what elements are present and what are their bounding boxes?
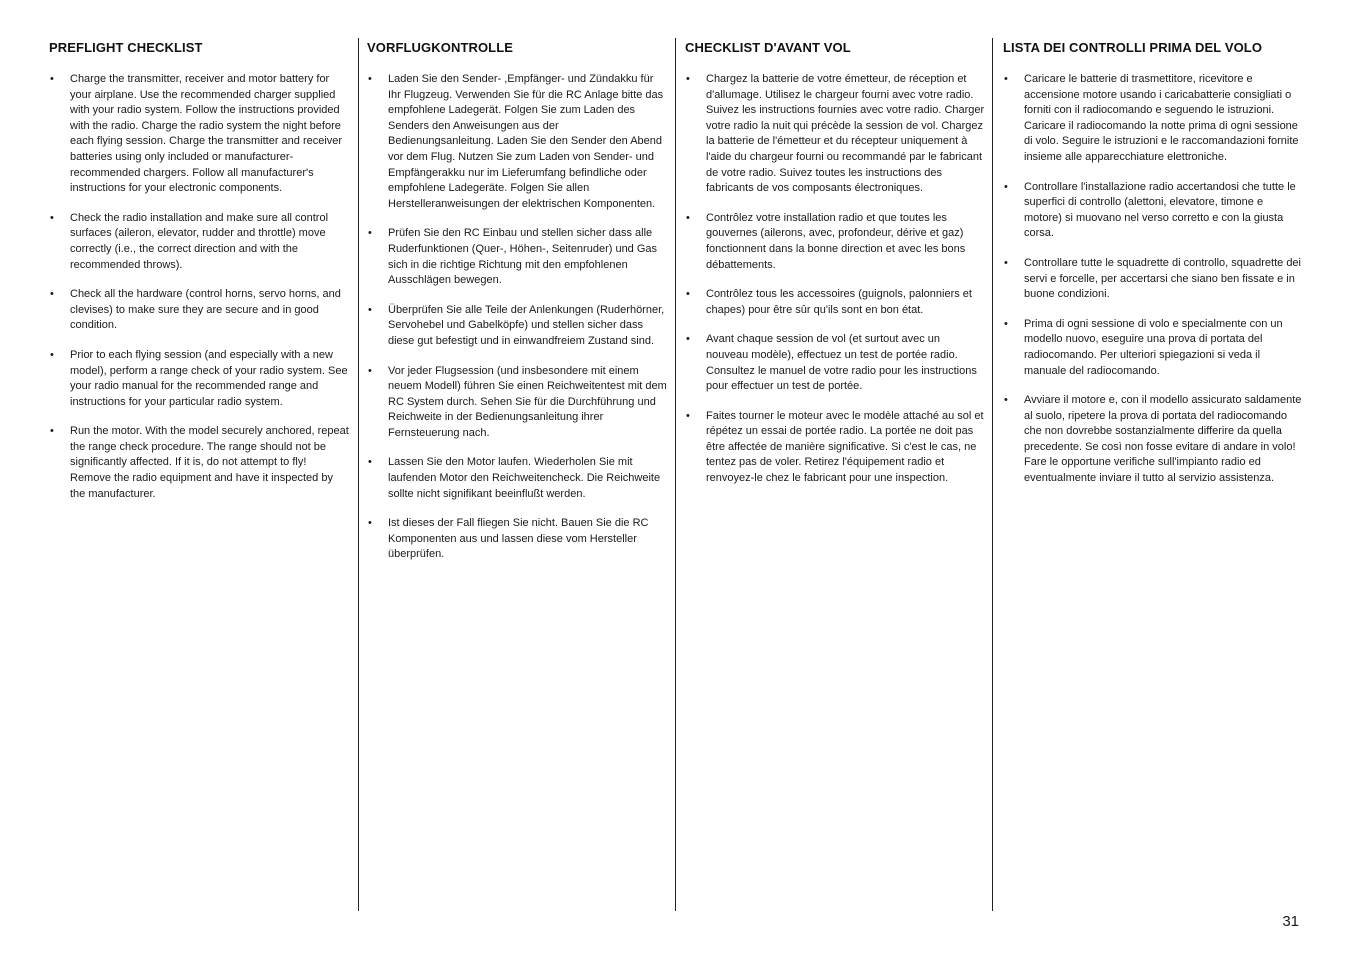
- checklist: [49, 72, 350, 502]
- bullet-icon: •: [1004, 317, 1008, 330]
- section-heading: PREFLIGHT CHECKLIST: [49, 40, 203, 55]
- list-item: [367, 303, 667, 350]
- checklist: [1003, 72, 1302, 487]
- list-item: [367, 455, 667, 502]
- list-item-text: Prüfen Sie den RC Einbau und stellen sicher dass alle Ruderfunktionen (Quer-, Höhen-, Seitenruder) und Gas sich in die richtige Richtung mit den empfohlenen Ausschlägen bewegen.: [388, 227, 658, 287]
- list-item: [1003, 256, 1302, 303]
- list-item: [49, 211, 350, 273]
- bullet-icon: •: [686, 211, 690, 224]
- list-item: [367, 516, 667, 563]
- bullet-icon: •: [50, 348, 54, 361]
- list-item-text: Lassen Sie den Motor laufen. Wiederholen Sie mit laufenden Motor den Reichweitencheck. Die Reichweite sollte nicht signifikant beeinflußt werden.: [388, 456, 661, 500]
- column-italian: [992, 38, 1302, 911]
- list-item-text: Check all the hardware (control horns, servo horns, and clevises) to make sure they are secure and in good condition.: [70, 288, 341, 332]
- list-item-text: Caricare le batterie di trasmettitore, ricevitore e accensione motore usando i caricabatterie consigliati o forniti con il radiocomando e seguendo le istruzioni. Caricare il radiocomando la notte prima di ogni sessione di volo. Seguire le istruzioni e le raccomandazioni fornite insieme alle apparecchiature elettroniche.: [1024, 73, 1299, 163]
- column-english: [49, 38, 350, 911]
- list-item: [49, 348, 350, 410]
- list-item-text: Prior to each flying session (and especially with a new model), perform a range check of your radio system. See your radio manual for the recommended range and instructions for your particular radio system.: [70, 348, 348, 408]
- list-item-text: Überprüfen Sie alle Teile der Anlenkungen (Ruderhörner, Servohebel und Gabelköpfe) und stellen sicher dass diese gut befestigt und in einwandfreiem Zustand sind.: [388, 303, 665, 347]
- list-item-text: Avant chaque session de vol (et surtout avec un nouveau modèle), effectuez un test de portée radio. Consultez le manuel de votre radio pour les instructions pour effectuer un test de portée.: [706, 333, 977, 393]
- bullet-icon: •: [50, 288, 54, 301]
- bullet-icon: •: [368, 73, 372, 85]
- list-item-text: Controllare l'installazione radio accertandosi che tutte le superfici di controllo (alettoni, elevatore, timone e motore) si muovano nel verso corretto e con la giusta corsa.: [1024, 180, 1296, 240]
- list-item-text: Chargez la batterie de votre émetteur, de réception et d'allumage. Utilisez le chargeur fourni avec votre radio. Suivez les instructions fournies avec votre radio. Charger votre radio la nuit qui précède la session de vol. Chargez la batterie de l'émetteur et du récepteur uniquement à l'aide du chargeur fourni ou recommandé par le fabricant de votre radio. Suivez toutes les instructions des fabricants de vos composants électroniques.: [706, 73, 985, 195]
- bullet-icon: •: [368, 227, 372, 240]
- bullet-icon: •: [1004, 394, 1008, 407]
- section-heading: LISTA DEI CONTROLLI PRIMA DEL VOLO: [1003, 40, 1263, 55]
- list-item-text: Check the radio installation and make sure all control surfaces (aileron, elevator, rudder and throttle) move correctly (i.e., the correct direction and with the recommended throws).: [70, 211, 329, 271]
- checklist: [367, 72, 667, 563]
- list-item-text: Laden Sie den Sender- ,Empfänger- und Zündakku für Ihr Flugzeug. Verwenden Sie für die RC Anlage bitte das empfohlene Ladegerät. Folgen Sie zum Laden des Senders den Anweisungen aus der Bedienungsanleitung. Laden Sie den Sender den Abend vor dem Flug. Nutzen Sie zum Laden von Sender- und Empfängerakku nur im Lieferumfang befindliche oder empfohlene Ladegeräte. Folgen Sie allen Herstelleranweisungen der elektrischen Komponenten.: [388, 73, 664, 210]
- bullet-icon: •: [368, 456, 372, 469]
- list-item: [49, 287, 350, 334]
- list-item: [1003, 393, 1302, 487]
- bullet-icon: •: [686, 73, 690, 85]
- list-item-text: Charge the transmitter, receiver and motor battery for your airplane. Use the recommended charger supplied with your radio system. Follow the instructions provided with the radio. Charge the radio system the night before each flying session. Charge the transmitter and receiver batteries using only included or manufacturer-recommended chargers. Follow all manufacturer's instructions for your electronic components.: [70, 73, 343, 195]
- bullet-icon: •: [368, 517, 372, 530]
- bullet-icon: •: [50, 425, 54, 438]
- list-item: [685, 287, 985, 318]
- list-item-text: Prima di ogni sessione di volo e specialmente con un modello nuovo, eseguire una prova di portata del radiocomando. Per ulteriori spiegazioni si veda il manuale del radiocomando.: [1024, 317, 1283, 377]
- bullet-icon: •: [686, 409, 690, 422]
- list-item: [685, 211, 985, 273]
- bullet-icon: •: [1004, 180, 1008, 193]
- bullet-icon: •: [50, 211, 54, 224]
- list-item: [685, 409, 985, 487]
- bullet-icon: •: [686, 288, 690, 301]
- bullet-icon: •: [368, 364, 372, 377]
- section-heading: CHECKLIST D'AVANT VOL: [685, 40, 851, 55]
- list-item: [367, 72, 667, 212]
- list-item-text: Contrôlez votre installation radio et que toutes les gouvernes (ailerons, avec, profondeur, dérive et gaz) fonctionnent dans la bonne direction et avec les bons débattements.: [706, 211, 966, 271]
- list-item-text: Faites tourner le moteur avec le modèle attaché au sol et répétez un essai de portée radio. La portée ne doit pas être affectée de manière significative. Si c'est le cas, ne tentez pas de voler. Retirez l'équipement radio et renvoyez-le chez le fabricant pour une inspection.: [706, 409, 984, 485]
- bullet-icon: •: [1004, 73, 1008, 85]
- list-item-text: Vor jeder Flugsession (und insbesondere mit einem neuem Modell) führen Sie einen Reichweitentest mit dem RC System durch. Sehen Sie für die Durchführung und Reichweite in der Bedienungsanleitung ihrer Fernsteuerung nach.: [388, 364, 667, 439]
- list-item: [1003, 72, 1302, 166]
- list-item-text: Controllare tutte le squadrette di controllo, squadrette dei servi e forcelle, per accertarsi che siano ben fissate e in buone condizioni.: [1024, 256, 1301, 301]
- list-item: [685, 332, 985, 394]
- list-item: [367, 364, 667, 442]
- list-item: [49, 72, 350, 197]
- column-german: [358, 38, 667, 911]
- list-item: [685, 72, 985, 197]
- list-item: [367, 226, 667, 288]
- list-item: [1003, 180, 1302, 242]
- list-item-text: Ist dieses der Fall fliegen Sie nicht. Bauen Sie die RC Komponenten aus und lassen diese vom Hersteller überprüfen.: [388, 517, 649, 561]
- checklist: [685, 72, 985, 487]
- column-french: [675, 38, 985, 911]
- bullet-icon: •: [1004, 256, 1008, 269]
- bullet-icon: •: [50, 73, 54, 85]
- list-item: [49, 424, 350, 502]
- section-heading: VORFLUGKONTROLLE: [367, 40, 514, 55]
- list-item: [1003, 317, 1302, 379]
- bullet-icon: •: [368, 303, 372, 316]
- list-item-text: Avviare il motore e, con il modello assicurato saldamente al suolo, ripetere la prova di portata del radiocomando che non dovrebbe sostanzialmente differire da quella precedente. Se così non fosse evitare di andare in volo! Fare le opportune verifiche sull'impianto radio ed eventualmente inviare il tutto al servizio assistenza.: [1024, 394, 1302, 485]
- list-item-text: Run the motor. With the model securely anchored, repeat the range check procedure. The range should not be significantly affected. If it is, do not attempt to fly! Remove the radio equipment and have it inspected by the manufacturer.: [70, 425, 349, 500]
- list-item-text: Contrôlez tous les accessoires (guignols, palonniers et chapes) pour être sûr qu'ils sont en bon état.: [706, 288, 972, 316]
- bullet-icon: •: [686, 333, 690, 346]
- page-number: 31: [1282, 913, 1299, 930]
